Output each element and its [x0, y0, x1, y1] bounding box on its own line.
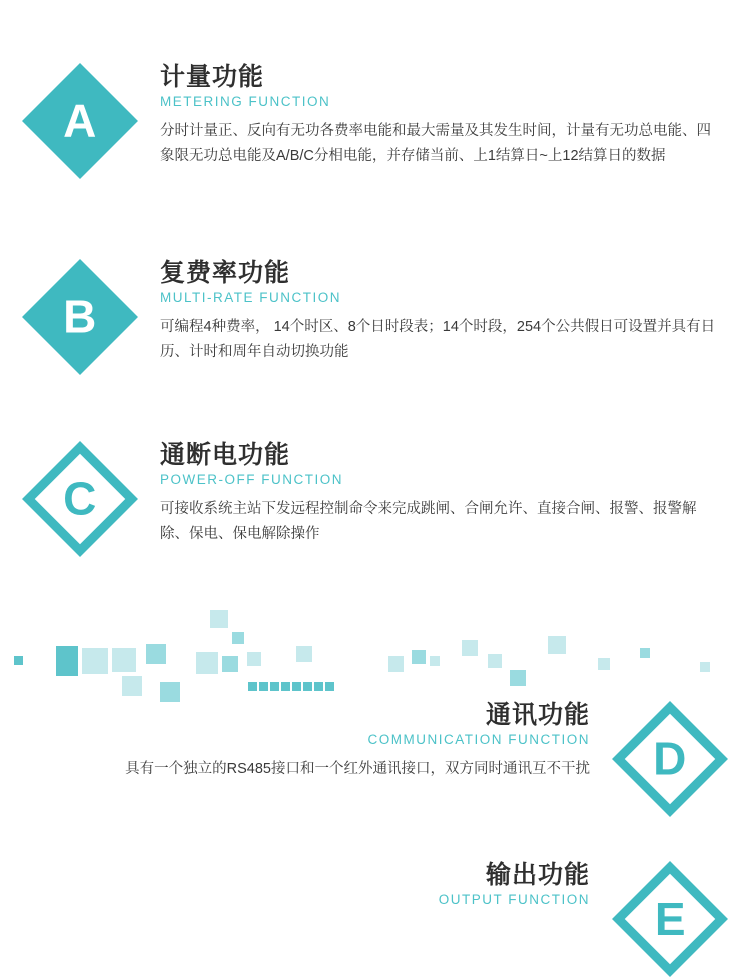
feature-c-subtitle: POWER-OFF FUNCTION	[160, 472, 343, 487]
badge-letter-c: C	[63, 472, 97, 525]
badge-b-wrapper	[0, 258, 160, 358]
diamond-badge-a	[22, 63, 138, 179]
diamond-badge-c	[22, 441, 138, 557]
feature-block-d	[0, 700, 750, 800]
feature-a-text	[160, 62, 750, 169]
feature-d-title: 通讯功能	[485, 701, 590, 729]
feature-block-a	[0, 62, 750, 169]
badge-letter-e: E	[654, 893, 686, 945]
badge-e-wrapper	[590, 860, 750, 960]
feature-d-text	[0, 700, 590, 782]
badge-letter-d: D	[653, 732, 687, 785]
feature-b-title: 复费率功能	[160, 259, 291, 287]
feature-e-text	[0, 860, 590, 917]
badge-c-wrapper	[0, 440, 160, 540]
feature-a-body: 分时计量正、反向有无功各费率电能和最大需量及其发生时间，计量有无功总电能、四象限无功总电能及A/B/C分相电能，并存储当前、上1结算日~上12结算日的数据	[160, 123, 711, 165]
badge-a-wrapper	[0, 62, 160, 162]
diamond-badge-e	[612, 861, 728, 977]
diamond-badge-b	[22, 259, 138, 375]
feature-e-subtitle: OUTPUT FUNCTION	[438, 892, 590, 907]
feature-b-body: 可编程4种费率， 14个时区、8个日时段表；14个时段，254个公共假日可设置并具有日历、计时和周年自动切换功能	[160, 319, 716, 361]
feature-b-subtitle: MULTI-RATE FUNCTION	[160, 290, 341, 305]
feature-block-c	[0, 440, 750, 547]
badge-letter-b: B	[63, 290, 97, 343]
feature-c-title: 通断电功能	[160, 441, 291, 469]
feature-a-subtitle: METERING FUNCTION	[160, 94, 331, 109]
feature-block-e	[0, 860, 750, 960]
feature-c-body: 可接收系统主站下发远程控制命令来完成跳闸、合闸允许、直接合闸、报警、报警解除、保电、保电解除操作	[160, 501, 697, 543]
feature-block-b	[0, 258, 750, 365]
feature-b-text	[160, 258, 750, 365]
diamond-badge-d	[612, 701, 728, 817]
feature-e-title: 输出功能	[485, 861, 590, 889]
badge-d-wrapper	[590, 700, 750, 800]
feature-d-body: 具有一个独立的RS485接口和一个红外通讯接口，双方同时通讯互不干扰	[125, 761, 590, 778]
badge-letter-a: A	[63, 94, 97, 147]
feature-d-subtitle: COMMUNICATION FUNCTION	[367, 732, 590, 747]
feature-a-title: 计量功能	[160, 63, 265, 91]
feature-c-text	[160, 440, 750, 547]
